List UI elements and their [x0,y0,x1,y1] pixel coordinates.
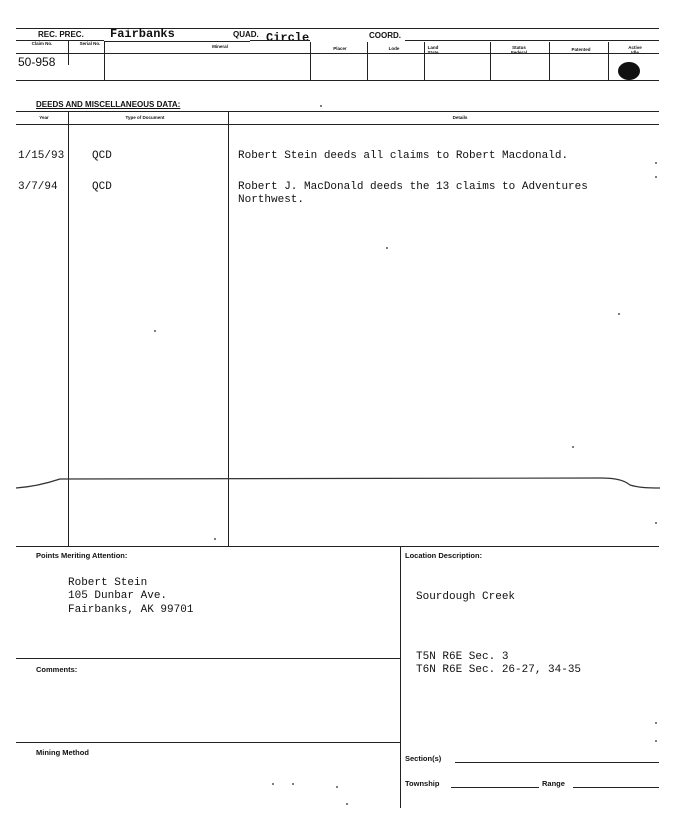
col-land-state: Land State [427,45,439,55]
location-label: Location Description: [405,551,483,560]
deed-entry-type: QCD [92,150,112,162]
deed-entry-details: Robert Stein deeds all claims to Robert Macdonald. [238,150,569,162]
township-label: Township [405,779,440,788]
col-status-federal: Status Federal [510,45,527,55]
col-serial-no: Serial No. [79,41,101,46]
quad-value: Circle [266,31,310,45]
page-fold-line [0,470,678,492]
location-trs-line: T5N R6E Sec. 3 [416,651,509,663]
deed-entry-type: QCD [92,181,112,193]
deed-entry-details: Robert J. MacDonald deeds the 13 claims to Adventures Northwest. [238,181,588,206]
points-line: Robert Stein [68,577,148,589]
points-line: Fairbanks, AK 99701 [68,604,194,616]
rec-prec-label: REC. PREC. [38,30,84,39]
deed-entry-year: 3/7/94 [18,181,58,193]
col-claim-no: Claim No. [31,41,53,46]
coord-label: COORD. [369,31,401,40]
location-place: Sourdough Creek [416,591,516,603]
col-patented: Patented [571,47,591,52]
col-details: Details [452,115,468,120]
col-type-of-document: Type of Document [125,115,165,120]
col-active-idle: Active Idle [628,45,642,55]
col-placer: Placer [333,46,347,51]
col-lode: Lode [388,46,400,51]
points-label: Points Meriting Attention: [36,551,128,560]
mining-method-label: Mining Method [36,748,89,757]
deed-entry-year: 1/15/93 [18,150,65,162]
col-mineral: Mineral [212,44,228,49]
location-trs-line: T6N R6E Sec. 26-27, 34-35 [416,664,582,676]
col-year: Year [39,115,49,120]
section-label: Section(s) [405,754,442,763]
rec-prec-value: Fairbanks [110,27,175,41]
comments-label: Comments: [36,665,78,674]
points-line: 105 Dunbar Ave. [68,590,168,602]
claim-number: 50-958 [18,55,56,69]
deeds-section-title: DEEDS AND MISCELLANEOUS DATA: [36,100,181,109]
active-idle-mark [618,62,640,80]
quad-label: QUAD. [233,30,259,39]
range-label: Range [542,779,565,788]
